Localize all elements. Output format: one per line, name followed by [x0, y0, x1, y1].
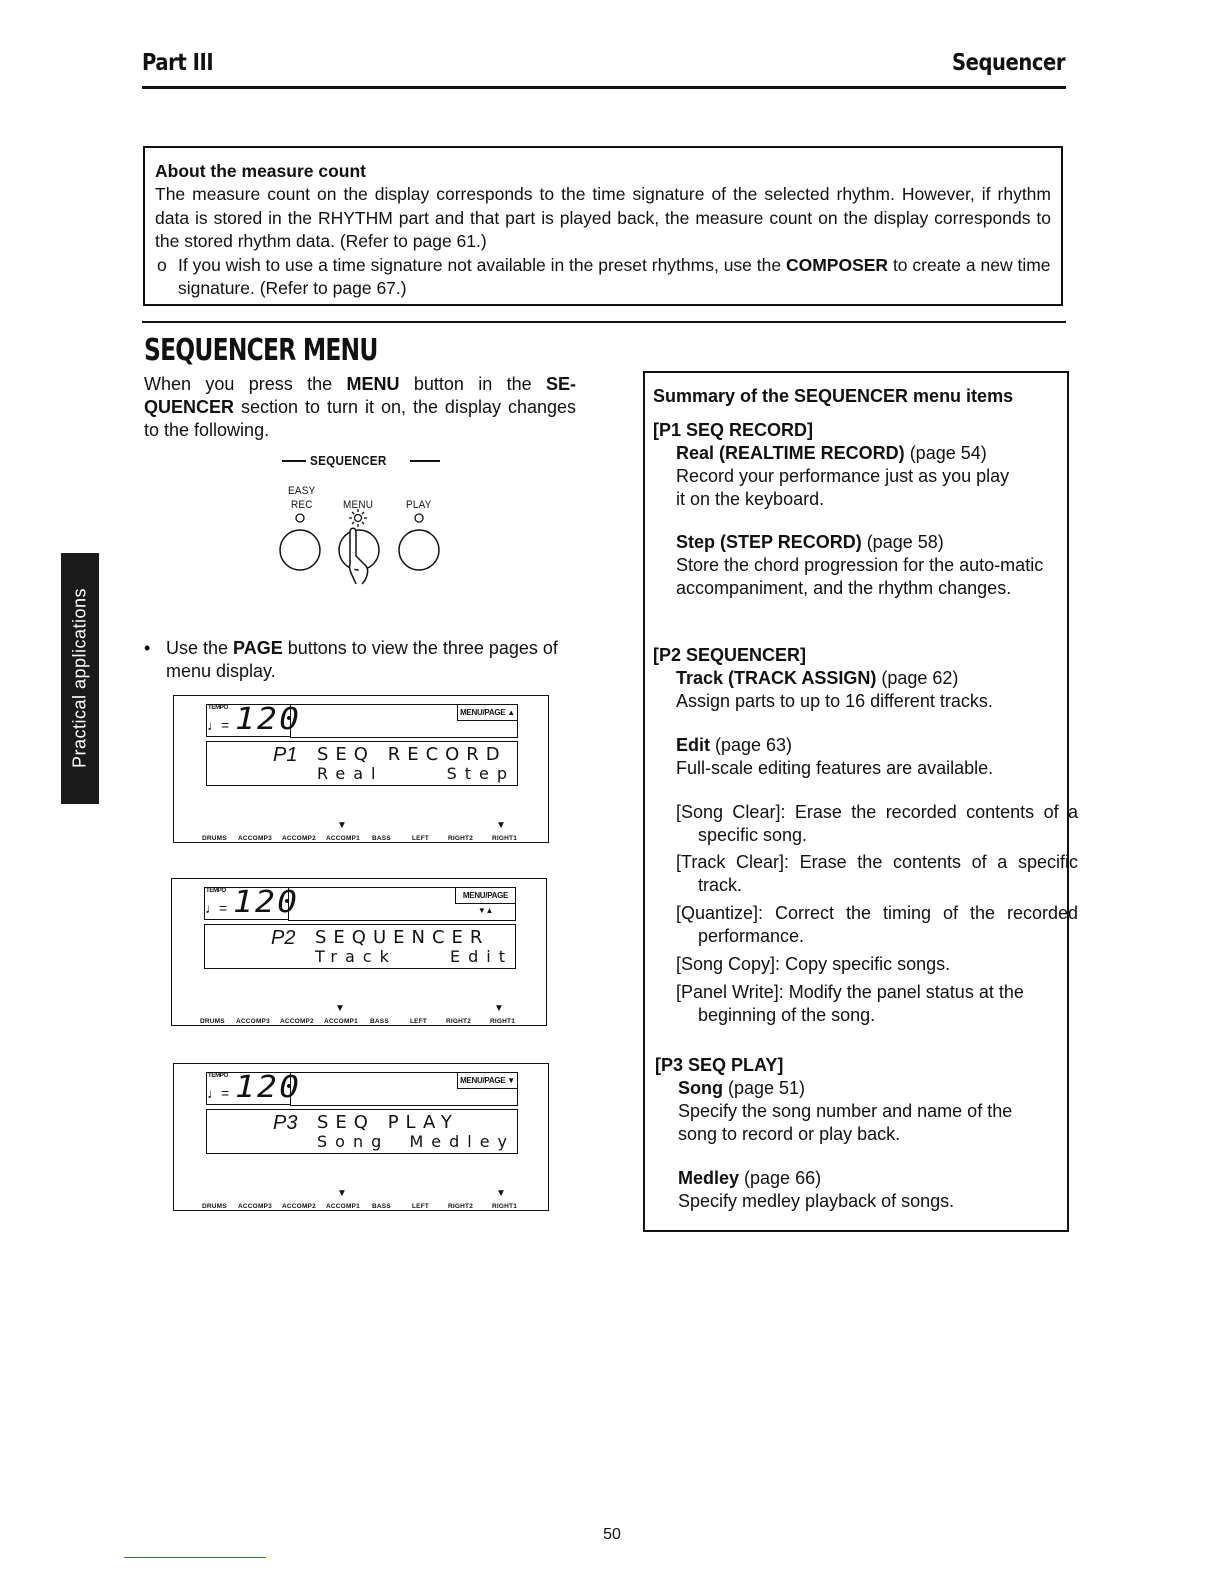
note-bullet: [155, 254, 1051, 301]
part-label: LEFT: [410, 1018, 428, 1025]
section-rule: [142, 321, 1066, 323]
intro-text: When you press the: [144, 374, 347, 394]
summary-box: [643, 371, 1078, 1232]
p1-heading: [P1 SEQ RECORD]: [653, 420, 814, 440]
tempo-value: 120: [234, 702, 302, 737]
p3-song-desc: Specify the song number and name of the song to record or play back.: [678, 1101, 1013, 1144]
lcd-option-right: Medley: [409, 1132, 515, 1151]
part-label: ACCOMP3: [238, 1203, 272, 1210]
edit-title: Edit: [676, 735, 710, 755]
track-title: Track (TRACK ASSIGN): [676, 668, 877, 688]
part-label: ACCOMP2: [280, 1018, 314, 1025]
part-label: ACCOMP3: [236, 1018, 270, 1025]
tempo-label: TEMPO: [208, 1073, 228, 1079]
lcd-screen-p2: [171, 878, 547, 1026]
lcd-main-area: [206, 1109, 518, 1154]
play-led-icon: [415, 514, 423, 522]
down-arrow-icon: ▼: [494, 1003, 504, 1014]
panel-menu-label: MENU: [343, 499, 374, 511]
edit-page-ref: (page 63): [710, 735, 793, 755]
medley-title: Medley: [678, 1168, 740, 1188]
sequencer-panel-diagram: [276, 450, 446, 598]
lcd-screen-p3: [173, 1063, 549, 1211]
track-page-ref: (page 62): [876, 668, 959, 688]
note-bullet-text-end: to create a new time signature. (Refer to page 67.): [178, 254, 1051, 299]
menu-page-indicator: MENU/PAGE ▼▲: [455, 887, 516, 904]
page-buttons-bullet: [144, 637, 576, 683]
summary-title: Summary of the SEQUENCER menu items: [653, 386, 1014, 406]
part-label: BASS: [370, 1018, 389, 1025]
intro-text: button in the: [399, 374, 546, 394]
lcd-main-area: [206, 741, 518, 786]
intro-text: section to turn it on, the display changes to the following.: [144, 397, 576, 440]
lcd-option-left: Real: [317, 764, 384, 783]
down-arrow-icon: ▼: [335, 1003, 345, 1014]
p3-medley-desc: Specify medley playback of songs.: [678, 1191, 955, 1211]
edit-item-quantize: [Quantize]: Correct the timing of the recorded performance.: [676, 903, 1078, 946]
page-number-indicator: P3: [273, 1112, 298, 1134]
lcd-option-right: Edit: [450, 947, 513, 966]
part-label: BASS: [372, 835, 391, 842]
down-arrow-icon: ▼: [337, 1188, 347, 1199]
down-arrow-icon: ▼: [496, 820, 506, 831]
lcd-menu-title: SEQ RECORD: [317, 744, 507, 765]
part-label: RIGHT2: [448, 835, 474, 842]
rec-button-icon: [280, 530, 320, 570]
part-label: RIGHT1: [492, 835, 518, 842]
bullet-dot: •: [144, 638, 151, 658]
part-label: ACCOMP2: [282, 835, 316, 842]
edit-item-song-copy: [Song Copy]: Copy specific songs.: [676, 954, 951, 974]
page-number: 50: [603, 1526, 621, 1543]
bullet-text-end: buttons to view the three pages of menu display.: [166, 638, 558, 681]
intro-sequencer-bold: SE-QUENCER: [144, 374, 576, 417]
page-number-indicator: P2: [271, 927, 296, 949]
footer-underline: [124, 1557, 266, 1558]
intro-paragraph: [144, 373, 576, 442]
part-label: ACCOMP1: [324, 1018, 358, 1025]
part-label: RIGHT2: [448, 1203, 474, 1210]
p1-real-desc: Record your performance just as you play it on the keyboard.: [676, 466, 1010, 509]
p2-edit-desc: Full-scale editing features are available.: [676, 758, 994, 778]
real-page-ref: (page 54): [904, 443, 987, 463]
header-rule: [142, 86, 1066, 89]
edit-item-panel-write: [Panel Write]: Modify the panel status at the beginning of the song.: [676, 982, 1024, 1025]
down-arrow-icon: ▼: [496, 1188, 506, 1199]
note-title: About the measure count: [155, 161, 366, 181]
panel-title: SEQUENCER: [310, 453, 387, 468]
part-label: BASS: [372, 1203, 391, 1210]
side-tab: [61, 553, 99, 804]
p2-edit-title: [676, 734, 1046, 757]
tempo-value: 120: [234, 1070, 302, 1105]
edit-item-song-clear: [Song Clear]: Erase the recorded contents of a specific song.: [676, 802, 1078, 845]
menu-page-indicator: MENU/PAGE ▲: [457, 704, 518, 721]
p2-heading: [P2 SEQUENCER]: [653, 645, 807, 665]
part-label: ACCOMP1: [326, 835, 360, 842]
lcd-option-left: Track: [315, 947, 397, 966]
measure-count-note: [143, 146, 1063, 306]
lcd-option-right: Step: [446, 764, 515, 783]
note-bullet-mark: o: [157, 254, 167, 275]
part-label: LEFT: [412, 835, 430, 842]
p3-song-title: [678, 1077, 1048, 1100]
song-page-ref: (page 51): [723, 1078, 806, 1098]
quarter-note-icon: ♩=: [207, 1085, 230, 1101]
section-title: SEQUENCER MENU: [144, 333, 378, 368]
part-label: DRUMS: [200, 1018, 225, 1025]
panel-easy-label: EASY: [288, 485, 316, 497]
part-label: DRUMS: [202, 835, 227, 842]
quarter-note-icon: ♩=: [207, 717, 230, 733]
tempo-value: 120: [232, 885, 300, 920]
tempo-label: TEMPO: [208, 705, 228, 711]
lcd-menu-title: SEQ PLAY: [317, 1112, 459, 1133]
song-title: Song: [678, 1078, 723, 1098]
part-label: RIGHT2: [446, 1018, 472, 1025]
part-label: RIGHT1: [490, 1018, 516, 1025]
real-title: Real (REALTIME RECORD): [676, 443, 905, 463]
panel-play-label: PLAY: [406, 499, 432, 511]
note-bullet-bold: COMPOSER: [785, 254, 889, 275]
p2-track-desc: Assign parts to up to 16 different tracks.: [676, 691, 993, 711]
part-label: ACCOMP1: [326, 1203, 360, 1210]
step-page-ref: (page 58): [861, 532, 944, 552]
header-section-label: Sequencer: [951, 50, 1065, 76]
part-label: RIGHT1: [492, 1203, 518, 1210]
lcd-option-left: Song: [317, 1132, 390, 1151]
panel-buttons-graphic: [276, 450, 446, 598]
part-label: ACCOMP2: [282, 1203, 316, 1210]
p1-step-desc: Store the chord progression for the auto-matic accompaniment, and the rhythm changes.: [676, 555, 1044, 598]
quarter-note-icon: ♩=: [205, 900, 228, 916]
page-number-indicator: P1: [273, 744, 298, 766]
tempo-label: TEMPO: [206, 888, 226, 894]
part-label: DRUMS: [202, 1203, 227, 1210]
header-part-label: Part III: [142, 50, 214, 76]
p3-medley-title: [678, 1167, 1048, 1190]
note-bullet-text: If you wish to use a time signature not available in the preset rhythms, use the: [178, 254, 786, 275]
menu-page-indicator: MENU/PAGE ▼: [457, 1072, 518, 1089]
intro-menu-bold: MENU: [346, 374, 400, 394]
p3-heading: [P3 SEQ PLAY]: [655, 1055, 784, 1075]
menu-led-lit-icon: [349, 509, 367, 527]
edit-item-track-clear: [Track Clear]: Erase the contents of a specific track.: [676, 852, 1078, 895]
bullet-text: Use the: [166, 638, 234, 658]
lcd-main-area: [204, 924, 516, 969]
lcd-menu-title: SEQUENCER: [315, 927, 490, 948]
p2-track-title: [676, 667, 1046, 690]
p1-step-title: [676, 531, 1046, 554]
p1-real-title: [676, 442, 1046, 465]
lcd-screen-p1: [173, 695, 549, 843]
rec-led-icon: [296, 514, 304, 522]
note-body: The measure count on the display corresponds to the time signature of the selected rhythm. However, if rhythm data is stored in the RHYTHM part and that part is played back, the measure count on the display corresponds to the stored rhythm data. (Refer to page 61.): [155, 184, 1051, 252]
part-label: ACCOMP3: [238, 835, 272, 842]
down-arrow-icon: ▼: [337, 820, 347, 831]
part-label: LEFT: [412, 1203, 430, 1210]
bullet-page-bold: PAGE: [233, 638, 283, 658]
step-title: Step (STEP RECORD): [676, 532, 862, 552]
play-button-icon: [399, 530, 439, 570]
side-tab-label: Practical applications: [69, 587, 90, 769]
medley-page-ref: (page 66): [739, 1168, 822, 1188]
panel-rec-label: REC: [291, 499, 313, 511]
